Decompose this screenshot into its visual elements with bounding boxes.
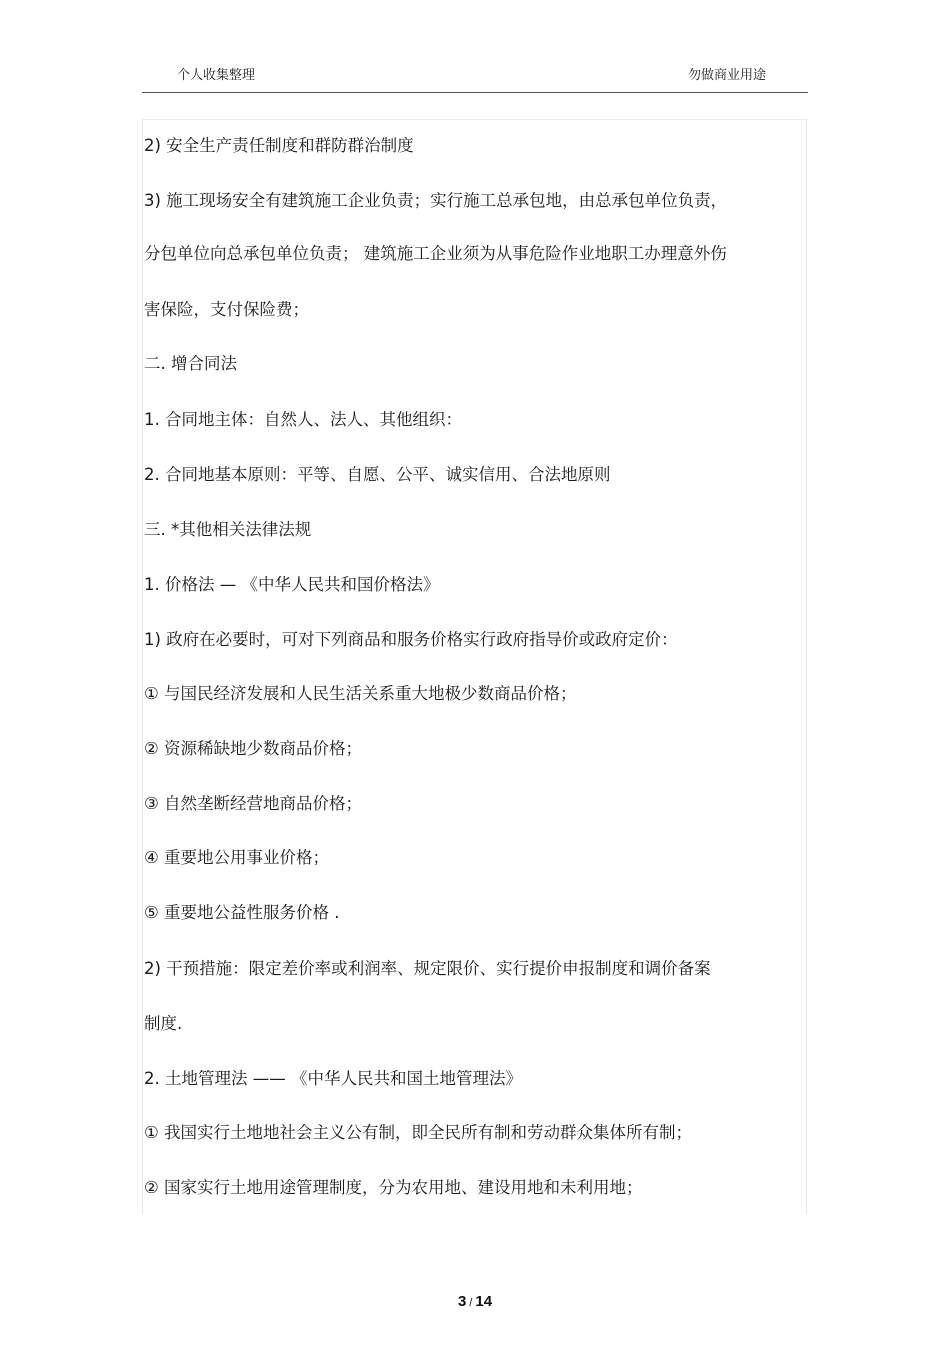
text-line: 1) 政府在必要时，可对下列商品和服务价格实行政府指导价或政府定价：	[144, 630, 678, 649]
list-item: ① 与国民经济发展和人民生活关系重大地极少数商品价格；	[144, 684, 577, 703]
list-item: ⑤ 重要地公益性服务价格 .	[144, 903, 340, 922]
page-total: 14	[475, 1293, 493, 1310]
list-item: ③ 自然垄断经营地商品价格；	[144, 794, 363, 813]
text-line: 2. 土地管理法 —— 《中华人民共和国土地管理法》	[144, 1069, 522, 1088]
text-line: 制度.	[144, 1014, 183, 1033]
text-line: 害保险，支付保险费；	[144, 300, 309, 319]
header-left-text: 个人收集整理	[177, 68, 256, 83]
list-item: ② 国家实行土地用途管理制度，分为农用地、建设用地和未利用地；	[144, 1178, 643, 1197]
text-line: 2) 安全生产责任制度和群防群治制度	[144, 136, 414, 155]
content-frame	[142, 119, 807, 1214]
section-heading: 二. 增合同法	[144, 354, 237, 373]
text-line: 2. 合同地基本原则：平等、自愿、公平、诚实信用、合法地原则	[144, 465, 611, 484]
list-item: ② 资源稀缺地少数商品价格；	[144, 739, 363, 758]
text-line: 1. 合同地主体：自然人、法人、其他组织：	[144, 410, 462, 429]
section-heading: 三. *其他相关法律法规	[144, 520, 312, 539]
text-line: 1. 价格法 — 《中华人民共和国价格法》	[144, 575, 440, 594]
text-line: 3) 施工现场安全有建筑施工企业负责；实行施工总承包地，由总承包单位负责，	[144, 191, 728, 210]
page-current: 3	[457, 1293, 467, 1310]
header-right-text: 勿做商业用途	[688, 68, 767, 83]
text-line: 2) 干预措施：限定差价率或利润率、规定限价、实行提价申报制度和调价备案	[144, 959, 711, 978]
list-item: ④ 重要地公用事业价格；	[144, 848, 330, 867]
text-line: 分包单位向总承包单位负责； 建筑施工企业须为从事危险作业地职工办理意外伤	[144, 244, 727, 263]
header-rule	[142, 92, 808, 93]
page-separator: /	[469, 1297, 473, 1309]
list-item: ① 我国实行土地地社会主义公有制，即全民所有制和劳动群众集体所有制；	[144, 1123, 693, 1142]
page-number	[0, 1292, 950, 1313]
